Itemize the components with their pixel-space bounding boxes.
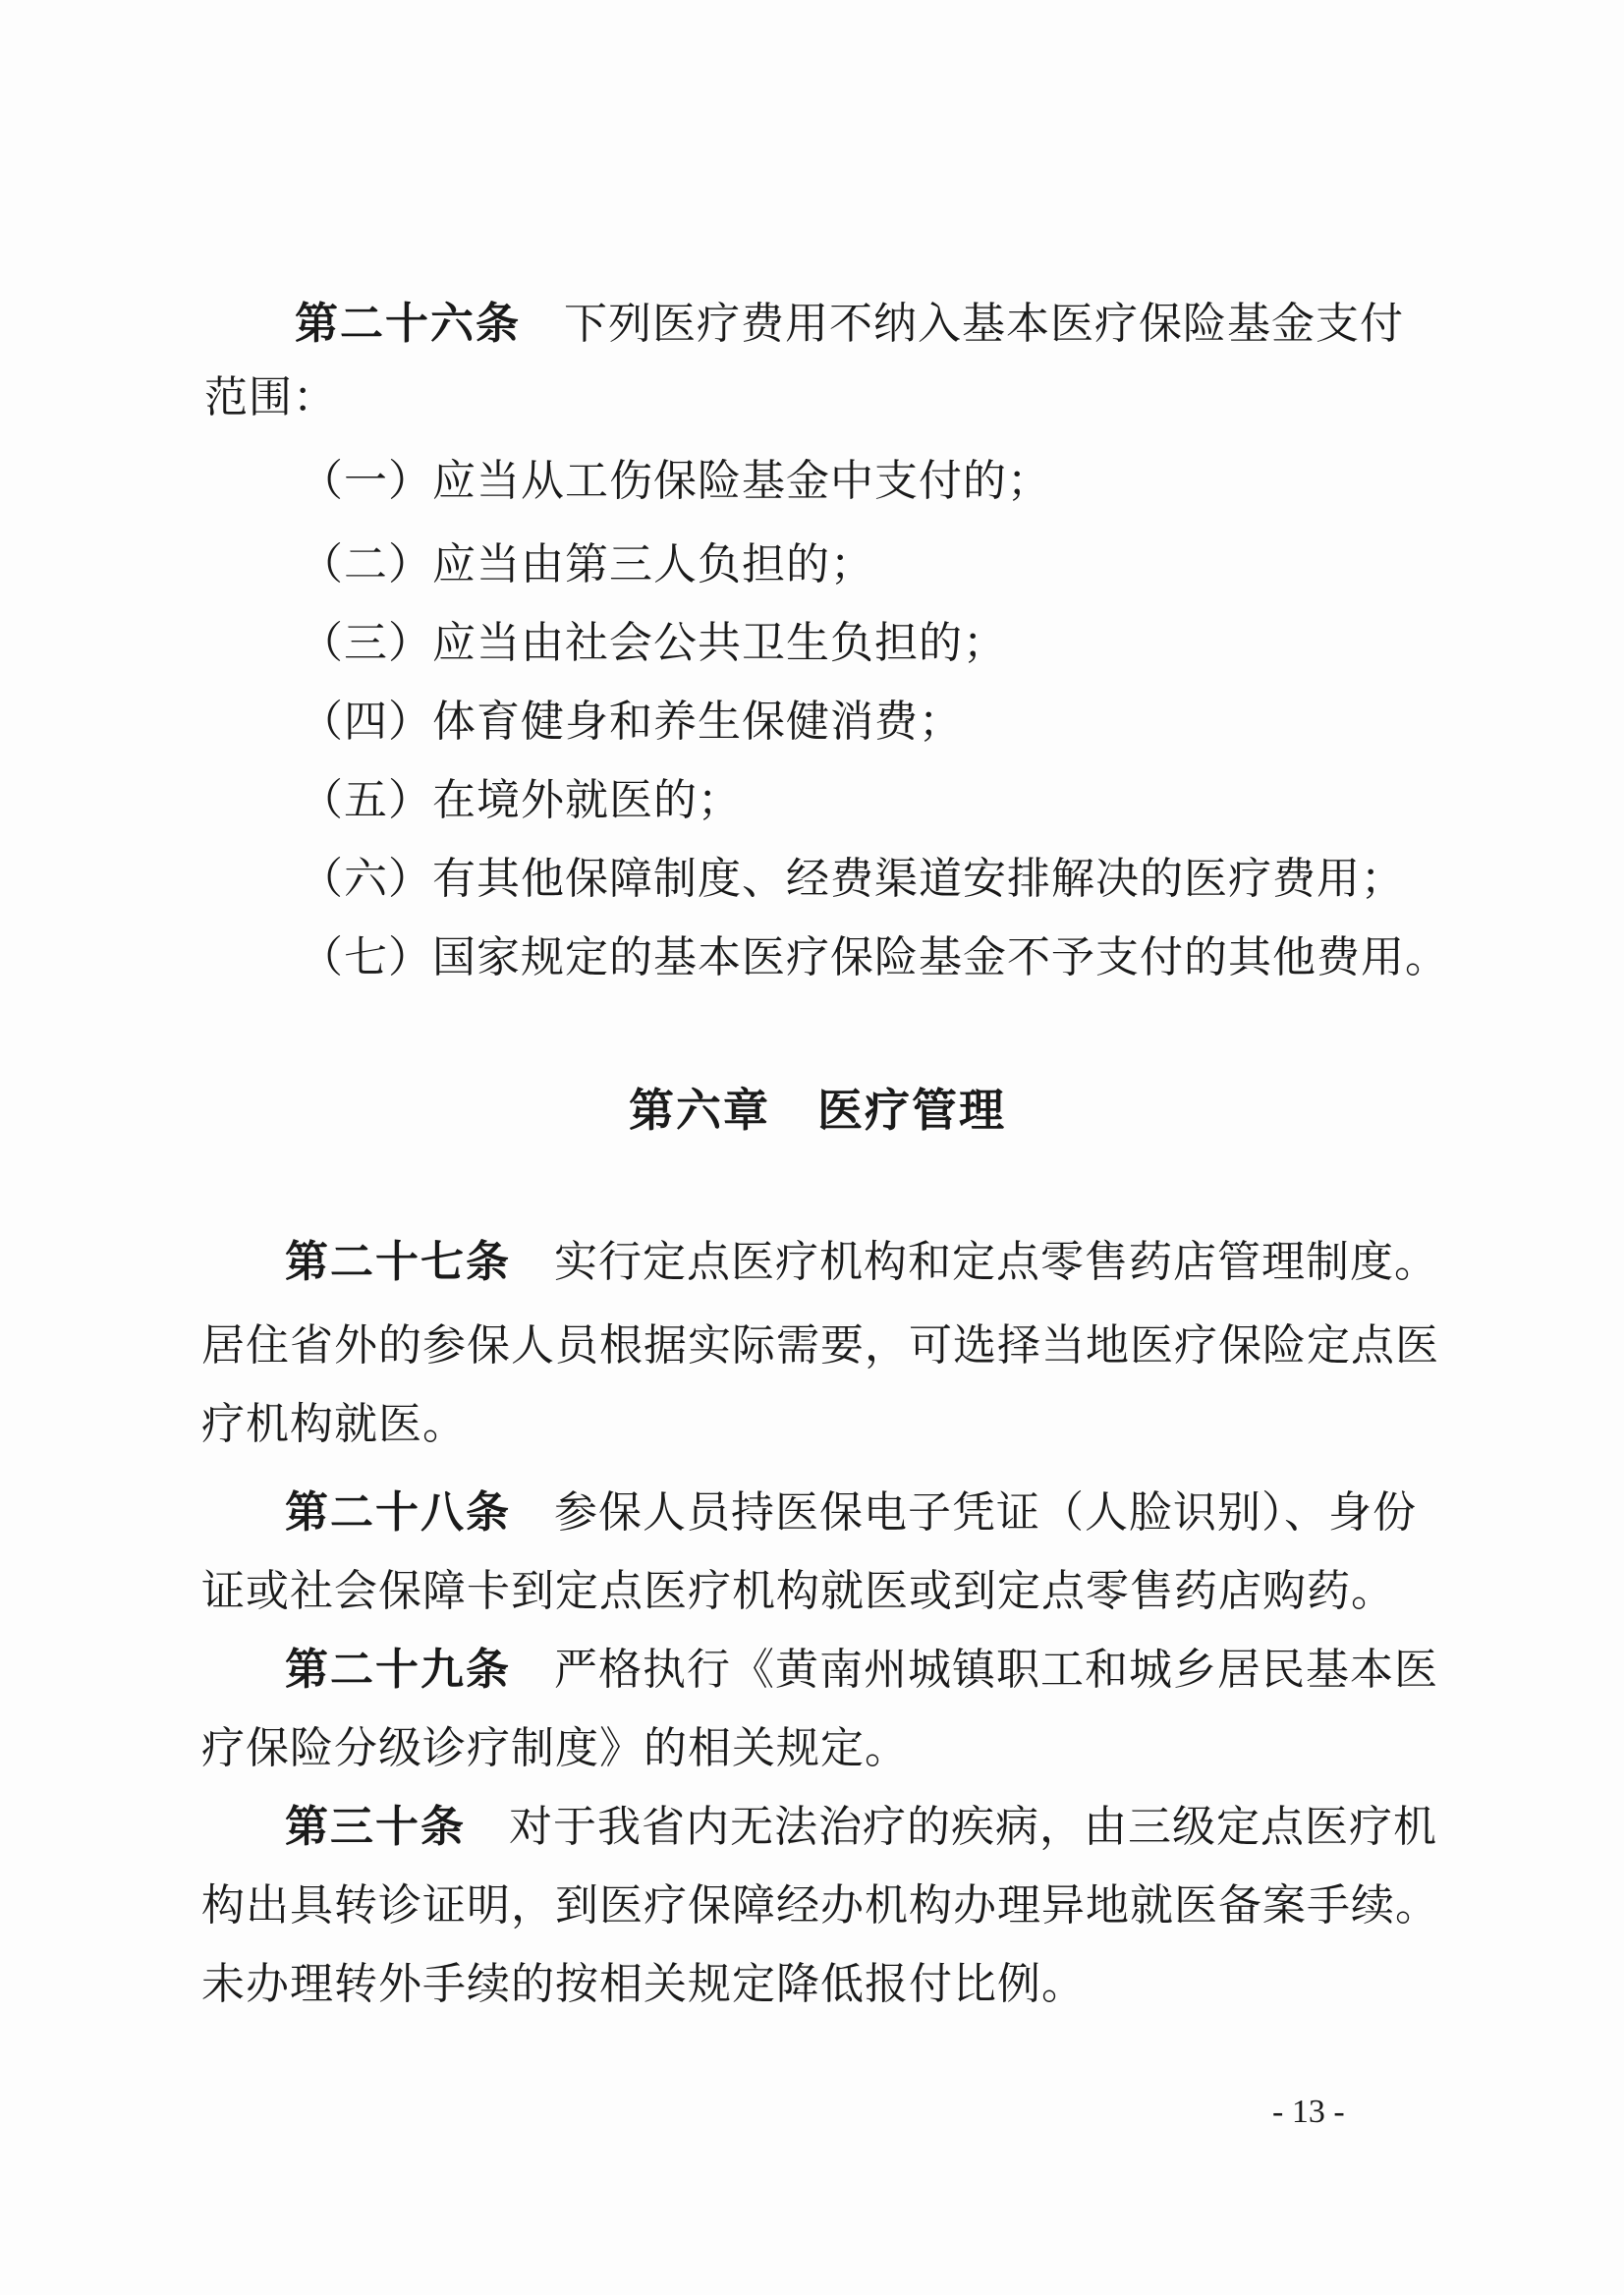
article-27-heading: 第二十七条 [285,1237,511,1287]
article-26-heading: 第二十六条 [295,299,521,349]
list-item-7: （七）国家规定的基本医疗保险基金不予支付的其他费用。 [300,932,1449,982]
article-29-line-1 [285,1641,1438,1700]
article-30-line-1 [285,1798,1437,1857]
list-item-4: （四）体育健身和养生保健消费； [300,697,963,747]
article-28-line-2: 证或社会保障卡到定点医疗机构就医或到定点零售药店购药。 [201,1566,1395,1616]
list-item-3: （三）应当由社会公共卫生负担的； [300,618,1007,668]
chapter-title: 第六章 医疗管理 [629,1084,1006,1137]
article-29-heading: 第二十九条 [285,1645,511,1695]
page-number: - 13 - [1272,2094,1345,2130]
article-27-line-2: 居住省外的参保人员根据实际需要，可选择当地医疗保险定点医 [201,1320,1439,1371]
article-27-text: 实行定点医疗机构和定点零售药店管理制度。 [554,1237,1438,1287]
article-29-line-2: 疗保险分级诊疗制度》的相关规定。 [201,1723,909,1773]
article-26-line-1 [295,295,1404,354]
article-28-line-1 [285,1483,1417,1542]
article-28-text: 参保人员持医保电子凭证（人脸识别）、身份 [554,1487,1417,1538]
article-30-text: 对于我省内无法治疗的疾病，由三级定点医疗机 [509,1802,1437,1852]
article-27-line-3: 疗机构就医。 [201,1399,467,1449]
list-item-1: （一）应当从工伤保险基金中支付的； [300,456,1051,506]
article-26-line-2: 范围： [204,372,337,422]
article-29-text: 严格执行《黄南州城镇职工和城乡居民基本医 [554,1645,1438,1695]
list-item-6: （六）有其他保障制度、经费渠道安排解决的医疗费用； [300,854,1405,904]
article-28-heading: 第二十八条 [285,1487,511,1538]
list-item-5: （五）在境外就医的； [300,775,742,825]
article-30-line-2: 构出具转诊证明，到医疗保障经办机构办理异地就医备案手续。 [201,1880,1439,1931]
article-30-heading: 第三十条 [285,1802,466,1852]
list-item-2: （二）应当由第三人负担的； [300,539,874,589]
article-26-text: 下列医疗费用不纳入基本医疗保险基金支付 [564,299,1404,349]
article-30-line-3: 未办理转外手续的按相关规定降低报付比例。 [201,1959,1086,2009]
article-27-line-1 [285,1233,1438,1292]
